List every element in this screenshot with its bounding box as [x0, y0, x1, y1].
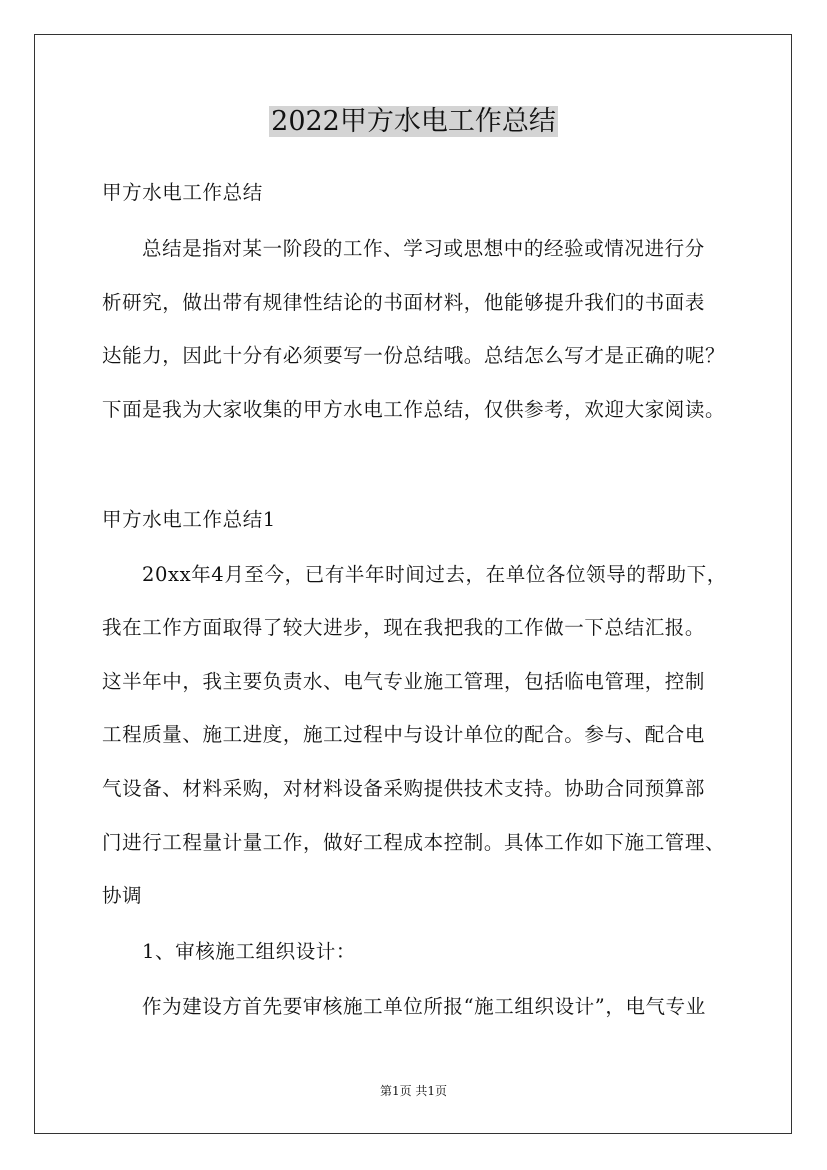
paragraph-line: 气设备、材料采购，对材料设备采购提供技术支持。协助合同预算部 [102, 777, 706, 800]
paragraph-line: 20xx年4月至今，已有半年时间过去，在单位各位领导的帮助下， [142, 563, 727, 586]
paragraph-line: 作为建设方首先要审核施工单位所报“施工组织设计”，电气专业 [142, 995, 706, 1018]
paragraph-line: 工程质量、施工进度，施工过程中与设计单位的配合。参与、配合电 [102, 723, 706, 746]
paragraph-line: 协调 [102, 884, 143, 907]
paragraph-line: 门进行工程量计量工作，做好工程成本控制。具体工作如下施工管理、 [102, 831, 726, 854]
paragraph-line: 我在工作方面取得了较大进步，现在我把我的工作做一下总结汇报。 [102, 616, 706, 639]
paragraph-line: 达能力，因此十分有必须要写一份总结哦。总结怎么写才是正确的呢？ [102, 344, 726, 367]
paragraph-line: 下面是我为大家收集的甲方水电工作总结，仅供参考，欢迎大家阅读。 [102, 398, 726, 421]
page-footer: 第1页 共1页 [379, 1084, 448, 1098]
paragraph-line: 这半年中，我主要负责水、电气专业施工管理，包括临电管理，控制 [102, 670, 706, 693]
paragraph-line: 总结是指对某一阶段的工作、学习或思想中的经验或情况进行分 [142, 237, 705, 260]
section-heading: 甲方水电工作总结 [102, 181, 263, 204]
subsection-heading: 1、审核施工组织设计： [142, 940, 357, 963]
document-title: 2022甲方水电工作总结 [271, 106, 556, 137]
section-heading: 甲方水电工作总结1 [102, 508, 276, 531]
paragraph-line: 析研究，做出带有规律性结论的书面材料，他能够提升我们的书面表 [102, 291, 706, 314]
